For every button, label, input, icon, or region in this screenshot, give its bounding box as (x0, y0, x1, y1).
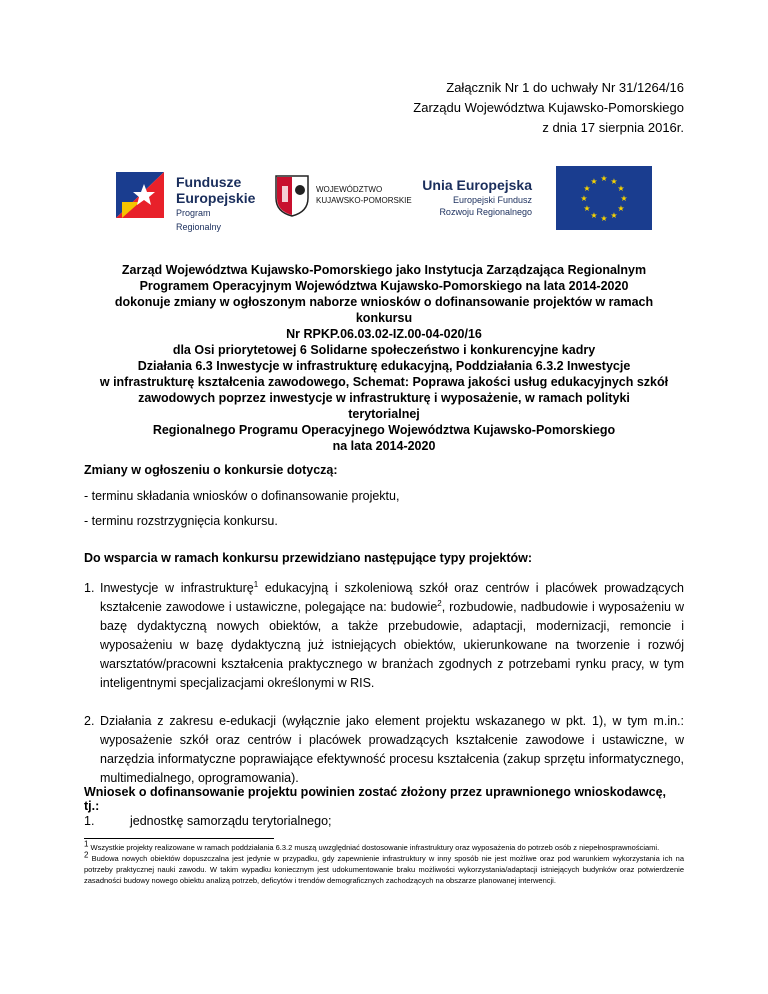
heading-line: Regionalnego Programu Operacyjnego Województwa Kujawsko-Pomorskiego (152, 423, 616, 437)
svg-text:★: ★ (617, 204, 625, 213)
svg-text:★: ★ (590, 211, 598, 220)
annex-line-2: Zarządu Województwa Kujawsko-Pomorskiego (413, 100, 684, 115)
kp-logo-line-1: WOJEWÓDZTWO (316, 185, 383, 194)
footnote-ref: 2 (437, 598, 442, 608)
item-text: , rozbudowie, nadbudowie i wyposażeniu w bazę dydaktyczną nowych obiektów, a także przebudowie, adaptacji, modernizacji, remoncie i wyposażeniu w bazę dydaktyczną już istniejących obiektów, ukierunkowane na tworzenie i rozwój warsztatów/pracowni kształcenia praktycznego w branżach zgodnych z potrzebami rynku pracy, w tym inteligentnymi specjalizacjami określonymi w RIS. (100, 600, 684, 690)
footnote-1 (84, 839, 684, 853)
footnotes (84, 839, 684, 886)
footnote-number: 1 (84, 839, 89, 849)
changes-title: Zmiany w ogłoszeniu o konkursie dotyczą: (84, 463, 338, 477)
svg-text:★: ★ (600, 214, 608, 223)
project-types-title: Do wsparcia w ramach konkursu przewidziano następujące typy projektów: (84, 551, 533, 565)
heading-line: dokonuje zmiany w ogłoszonym naborze wniosków o dofinansowanie projektów w ramach (114, 295, 654, 309)
heading-line: Nr RPKP.06.03.02-IZ.00-04-020/16 (286, 327, 482, 341)
ue-logo-line-3: Rozwoju Regionalnego (439, 207, 532, 217)
heading-line: konkursu (355, 311, 413, 325)
item-text: edukacyjną i szkoleniową szkół oraz centrów i placówek prowadzących kształcenie zawodowe i ustawiczne, polegające na: budowie (100, 581, 685, 614)
changes-item-2: - terminu rozstrzygnięcia konkursu. (84, 514, 278, 528)
project-type-item-1 (84, 579, 684, 693)
svg-text:★: ★ (617, 184, 625, 193)
footnote-separator (84, 838, 274, 839)
annex-line-1: Załącznik Nr 1 do uchwały Nr 31/1264/16 (446, 80, 684, 95)
heading-line: na lata 2014-2020 (332, 439, 436, 453)
svg-text:★: ★ (610, 177, 618, 186)
fe-logo-line-3: Program Regionalny (176, 208, 222, 232)
kp-logo-line-2: KUJAWSKO-POMORSKIE (316, 196, 412, 205)
list-number: 1. (84, 814, 95, 828)
logo-bar (116, 160, 652, 238)
annex-header (413, 78, 684, 138)
eu-flag-icon (556, 166, 652, 230)
footnote-text: Wszystkie projekty realizowane w ramach poddziałania 6.3.2 muszą uwzględniać dostosowanie infrastruktury oraz wyposażenia do potrzeb osób z niepełnosprawnościami. (88, 843, 660, 852)
applicant-title: Wniosek o dofinansowanie projektu powinien zostać złożony przez uprawnionego wnioskodawcę, tj.: (84, 785, 667, 813)
item-text: Inwestycje w infrastrukturę (100, 581, 254, 595)
item-text: Działania z zakresu e-edukacji (wyłącznie jako element projektu wskazanego w pkt. 1), w tym m.in.: wyposażenie szkół oraz centrów i placówek prowadzących kształcenie zawodowe i ustawiczne, w narzędzia informatyczne poprawiające efektywność procesu kształcenia (zakup sprzętu informatycznego, multimedialnego, oprogramowania). (100, 714, 684, 785)
fundusze-europejskie-emblem-icon (116, 172, 164, 218)
svg-text:★: ★ (583, 204, 591, 213)
unia-europejska-logo (390, 166, 652, 232)
ue-logo-line-1: Unia Europejska (422, 177, 532, 193)
heading-line: Programem Operacyjnym Województwa Kujawsko-Pomorskiego na lata 2014-2020 (139, 279, 629, 293)
svg-text:★: ★ (580, 194, 588, 203)
heading-line: Zarząd Województwa Kujawsko-Pomorskiego jako Instytucja Zarządzająca Regionalnym (121, 263, 647, 277)
heading-line: terytorialnej (348, 407, 420, 421)
ue-logo-line-2: Europejski Fundusz (452, 195, 532, 205)
footnote-number: 2 (84, 850, 89, 860)
svg-text:★: ★ (590, 177, 598, 186)
announcement-heading (70, 262, 698, 454)
list-number: 2. (84, 714, 95, 728)
svg-text:★: ★ (610, 211, 618, 220)
footnote-text: Budowa nowych obiektów dopuszczalna jest jedynie w przypadku, gdy zapewnienie infrastruktury w inny sposób nie jest możliwe oraz pod warunkiem wykorzystania ich na potrzeby praktycznej nauki zawodu. W takim wypadku koniecznym jest udokumentowanie braku możliwości wykorzystania/adaptacji istniejących budynków oraz potwierdzenie zasadności budowy nowego obiektu analizą potrzeb, deficytów i trendów demograficznych zachodzących na obszarze planowanej interwencji. (84, 854, 684, 885)
list-number: 1. (84, 581, 95, 595)
fundusze-europejskie-logo (116, 168, 256, 230)
heading-line: dla Osi priorytetowej 6 Solidarne społeczeństwo i konkurencyjne kadry (172, 343, 596, 357)
fe-logo-line-2: Europejskie (176, 190, 256, 206)
svg-text:★: ★ (600, 174, 608, 183)
footnote-ref: 1 (253, 579, 259, 589)
kujawsko-pomorskie-crest-icon (274, 174, 310, 218)
changes-item-1: - terminu składania wniosków o dofinansowanie projektu, (84, 489, 400, 503)
footnote-2 (84, 850, 684, 886)
svg-text:★: ★ (620, 194, 628, 203)
heading-line: w infrastrukturę kształcenia zawodowego, Schemat: Poprawa jakości usług edukacyjnych szkół (99, 375, 669, 389)
heading-line: Działania 6.3 Inwestycje w infrastrukturę edukacyjną, Poddziałania 6.3.2 Inwestycje (137, 359, 631, 373)
item-text: jednostkę samorządu terytorialnego; (130, 814, 332, 828)
applicant-item-1 (84, 814, 684, 828)
heading-line: zawodowych poprzez inwestycje w infrastrukturę i wyposażenie, w ramach polityki (138, 391, 630, 405)
svg-text:★: ★ (583, 184, 591, 193)
annex-line-3: z dnia 17 sierpnia 2016r. (542, 120, 684, 135)
fe-logo-line-1: Fundusze (176, 174, 242, 190)
project-type-item-2 (84, 712, 684, 788)
